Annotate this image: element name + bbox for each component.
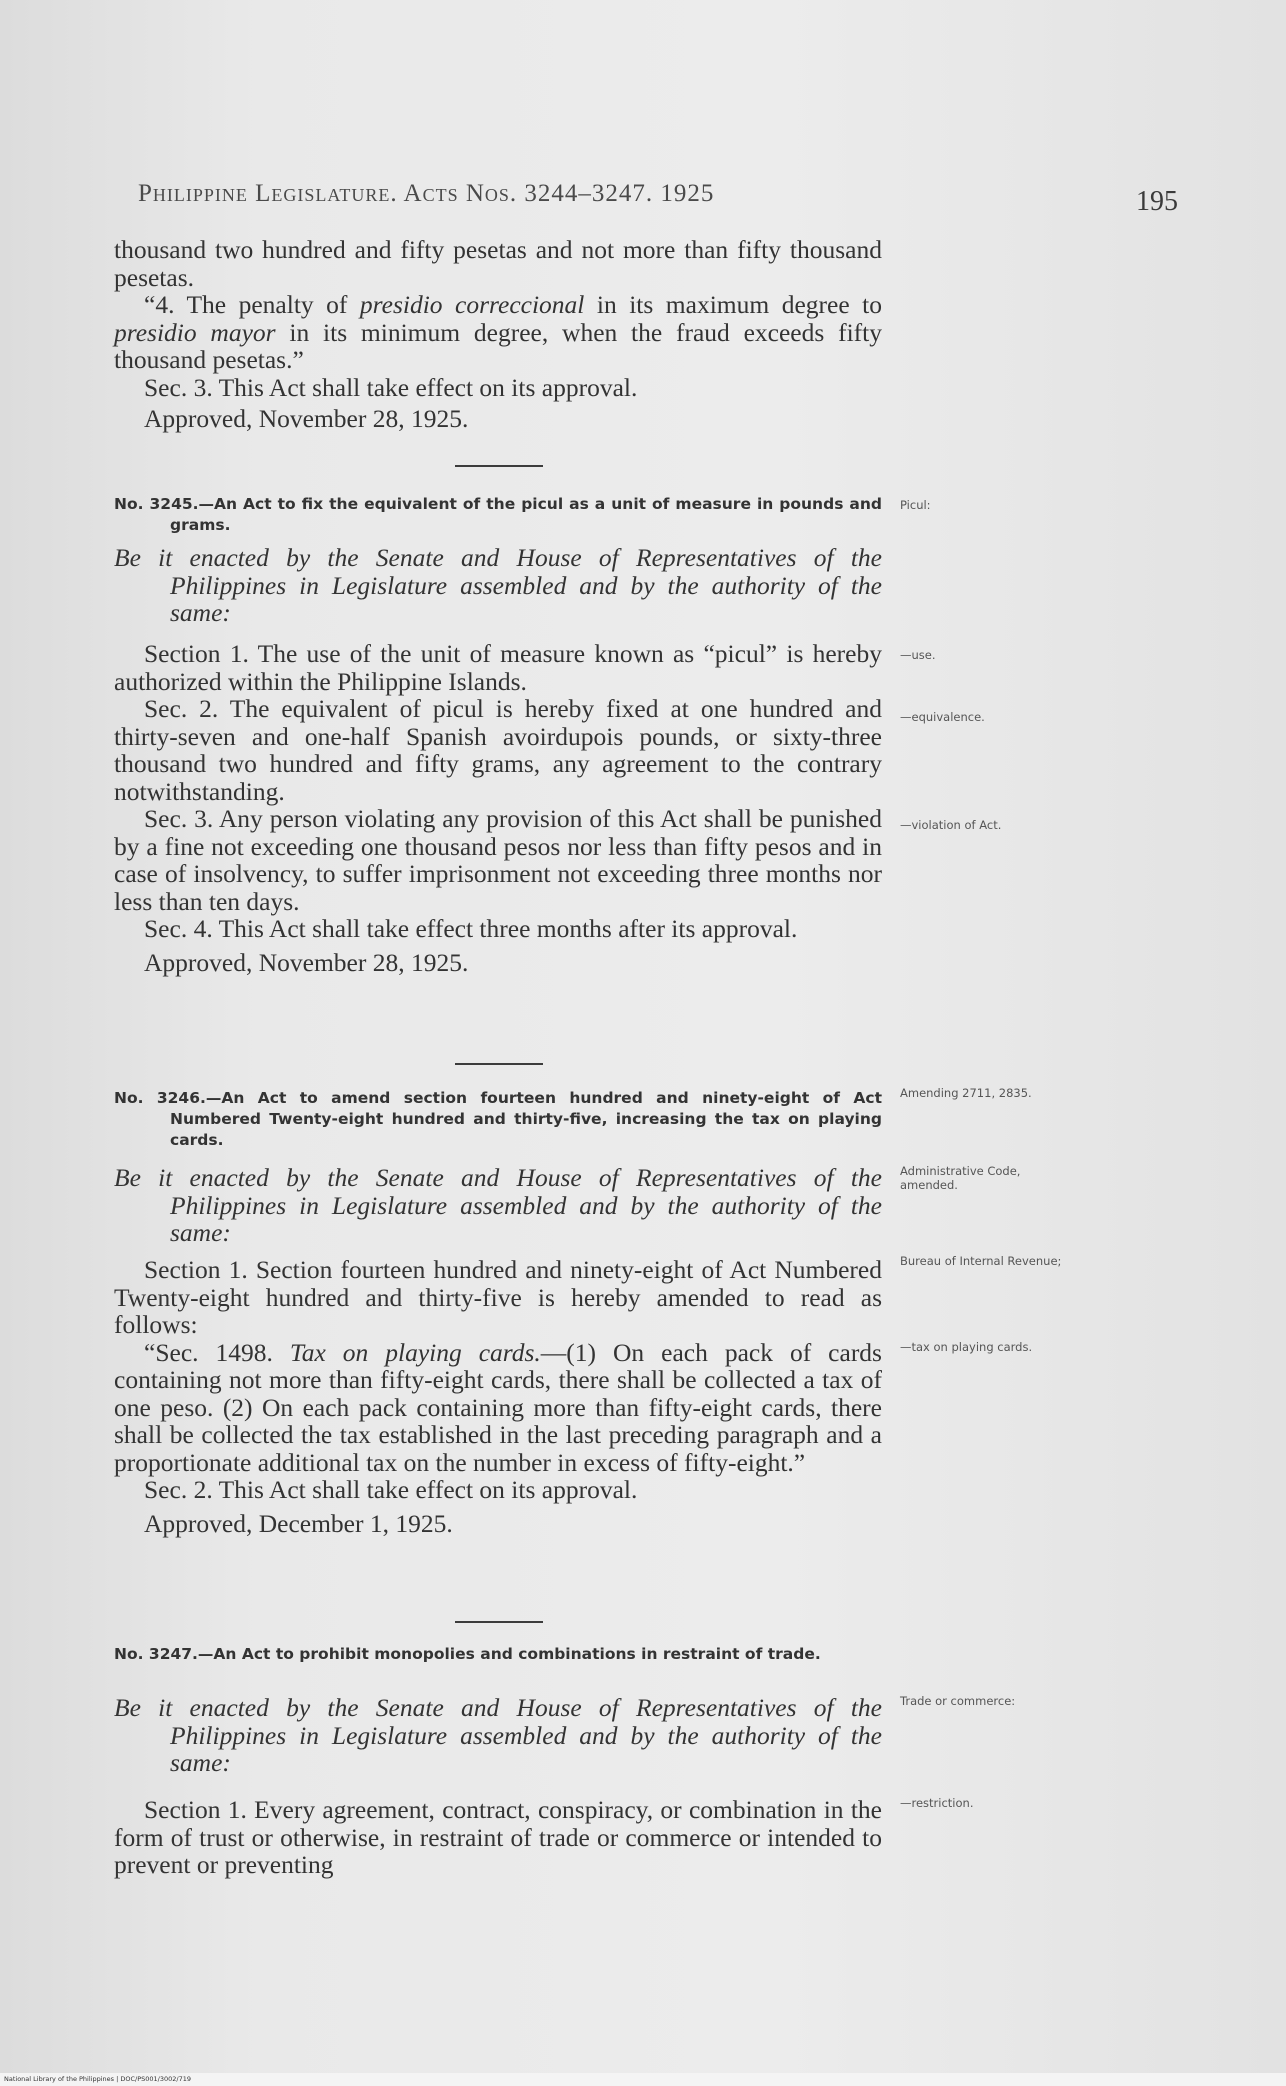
margin-note-restriction: —restriction. xyxy=(900,1796,974,1810)
margin-note-tax: —tax on playing cards. xyxy=(900,1340,1033,1354)
act-3246-heading xyxy=(114,1088,882,1151)
act-heading-text: No. 3247.—An Act to prohibit monopolies and combinations in restraint of trade. xyxy=(114,1645,821,1663)
section-3: Sec. 3. Any person violating any provision of this Act shall be punished by a fine not exceeding one thousand pesos nor less than fifty pesos and in case of insolvency, to suffer imprisonment not exceeding three months nor less than ten days. xyxy=(114,804,882,916)
para4-mid: in its maximum degree to xyxy=(584,290,882,319)
sec1498-italic: Tax on playing cards. xyxy=(289,1337,541,1367)
section-1: Section 1. The use of the unit of measure known as “picul” is hereby authorized within the Philippine Islands. xyxy=(114,639,882,696)
margin-note-admin-code: Administrative Code, amended. xyxy=(900,1164,1021,1192)
paragraph-4 xyxy=(114,291,882,374)
section-3: Sec. 3. This Act shall take effect on its approval. xyxy=(144,372,638,402)
act-3247-heading xyxy=(114,1644,882,1665)
continuation-text: thousand two hundred and fifty pesetas and not more than fifty thousand pesetas. xyxy=(114,235,882,292)
approved-date: Approved, November 28, 1925. xyxy=(144,404,469,433)
section-1: Section 1. Every agreement, contract, conspiracy, or combination in the form of trust or otherwise, in restraint of trade or commerce or intended to prevent or preventing xyxy=(114,1795,882,1879)
act-3246-enacting-clause: Be it enacted by the Senate and House of Representatives of the Philippines in Legislature assembled and by the authority of the same: xyxy=(114,1163,882,1247)
section-4: Sec. 4. This Act shall take effect three months after its approval. xyxy=(144,914,798,943)
sec1498-pre: “Sec. 1498. xyxy=(144,1337,290,1367)
page-number: 195 xyxy=(1136,186,1178,217)
section-divider xyxy=(455,1063,543,1065)
sec1498-post: —(1) On each pack of cards containing not more than fifty-eight cards, there shall be collected a tax of one peso. (2) On each pack containing more than fifty-eight cards, there shall be collected the tax established in the last preceding paragraph and a proportionate additional tax on the number in excess of fifty-eight.” xyxy=(114,1337,882,1477)
approved-date: Approved, December 1, 1925. xyxy=(144,1508,453,1538)
act-heading-text: No. 3245.—An Act to fix the equivalent of the picul as a unit of measure in pounds and grams. xyxy=(114,495,882,534)
section-2: Sec. 2. The equivalent of picul is hereby fixed at one hundred and thirty-seven and one-half Spanish avoirdupois pounds, or sixty-three thousand two hundred and fifty grams, any agreement to the contrary notwithstanding. xyxy=(114,694,882,806)
para4-italic-2: presidio mayor xyxy=(114,317,276,347)
margin-note-bureau: Bureau of Internal Revenue; xyxy=(900,1254,1062,1268)
act-3245-enacting-clause: Be it enacted by the Senate and House of Representatives of the Philippines in Legislature assembled and by the authority of the same: xyxy=(114,543,882,627)
margin-note-use: —use. xyxy=(900,648,936,662)
section-1498 xyxy=(114,1339,882,1477)
margin-note-equivalence: —equivalence. xyxy=(900,710,985,724)
approved-date: Approved, November 28, 1925. xyxy=(144,947,469,977)
section-1: Section 1. Section fourteen hundred and ninety-eight of Act Numbered Twenty-eight hundred and thirty-five is hereby amended to read as follows: xyxy=(114,1255,882,1339)
margin-note-trade: Trade or commerce: xyxy=(900,1694,1016,1708)
act-3247-enacting-clause: Be it enacted by the Senate and House of Representatives of the Philippines in Legislature assembled and by the authority of the same: xyxy=(114,1693,882,1777)
act-3245-heading xyxy=(114,494,882,536)
library-credit: National Library of the Philippines | DOC/PS001/3002/719 xyxy=(4,2075,191,2083)
section-2: Sec. 2. This Act shall take effect on its approval. xyxy=(144,1475,638,1504)
footer-bar xyxy=(0,2073,1286,2086)
act-3246-body xyxy=(114,1256,882,1537)
act-3247-body xyxy=(114,1796,882,1879)
para4-pre: “4. The penalty of xyxy=(144,290,360,319)
running-head: Philippine Legislature. Acts Nos. 3244–3247. 1925 xyxy=(138,180,715,207)
act-3245-body xyxy=(114,640,882,976)
section-divider xyxy=(455,465,543,467)
para4-post: in its minimum degree, when the fraud exceeds fifty thousand pesetas.” xyxy=(114,317,883,374)
section-divider xyxy=(455,1621,543,1623)
margin-note-amending: Amending 2711, 2835. xyxy=(900,1086,1032,1100)
para4-italic-1: presidio correccional xyxy=(359,290,585,319)
act-3244-continuation xyxy=(114,236,882,433)
act-heading-text: No. 3246.—An Act to amend section fourteen hundred and ninety-eight of Act Numbered Twenty-eight hundred and thirty-five, increasing the tax on playing cards. xyxy=(114,1089,882,1149)
margin-note-violation: —violation of Act. xyxy=(900,818,1002,832)
margin-note-picul: Picul: xyxy=(900,498,931,512)
